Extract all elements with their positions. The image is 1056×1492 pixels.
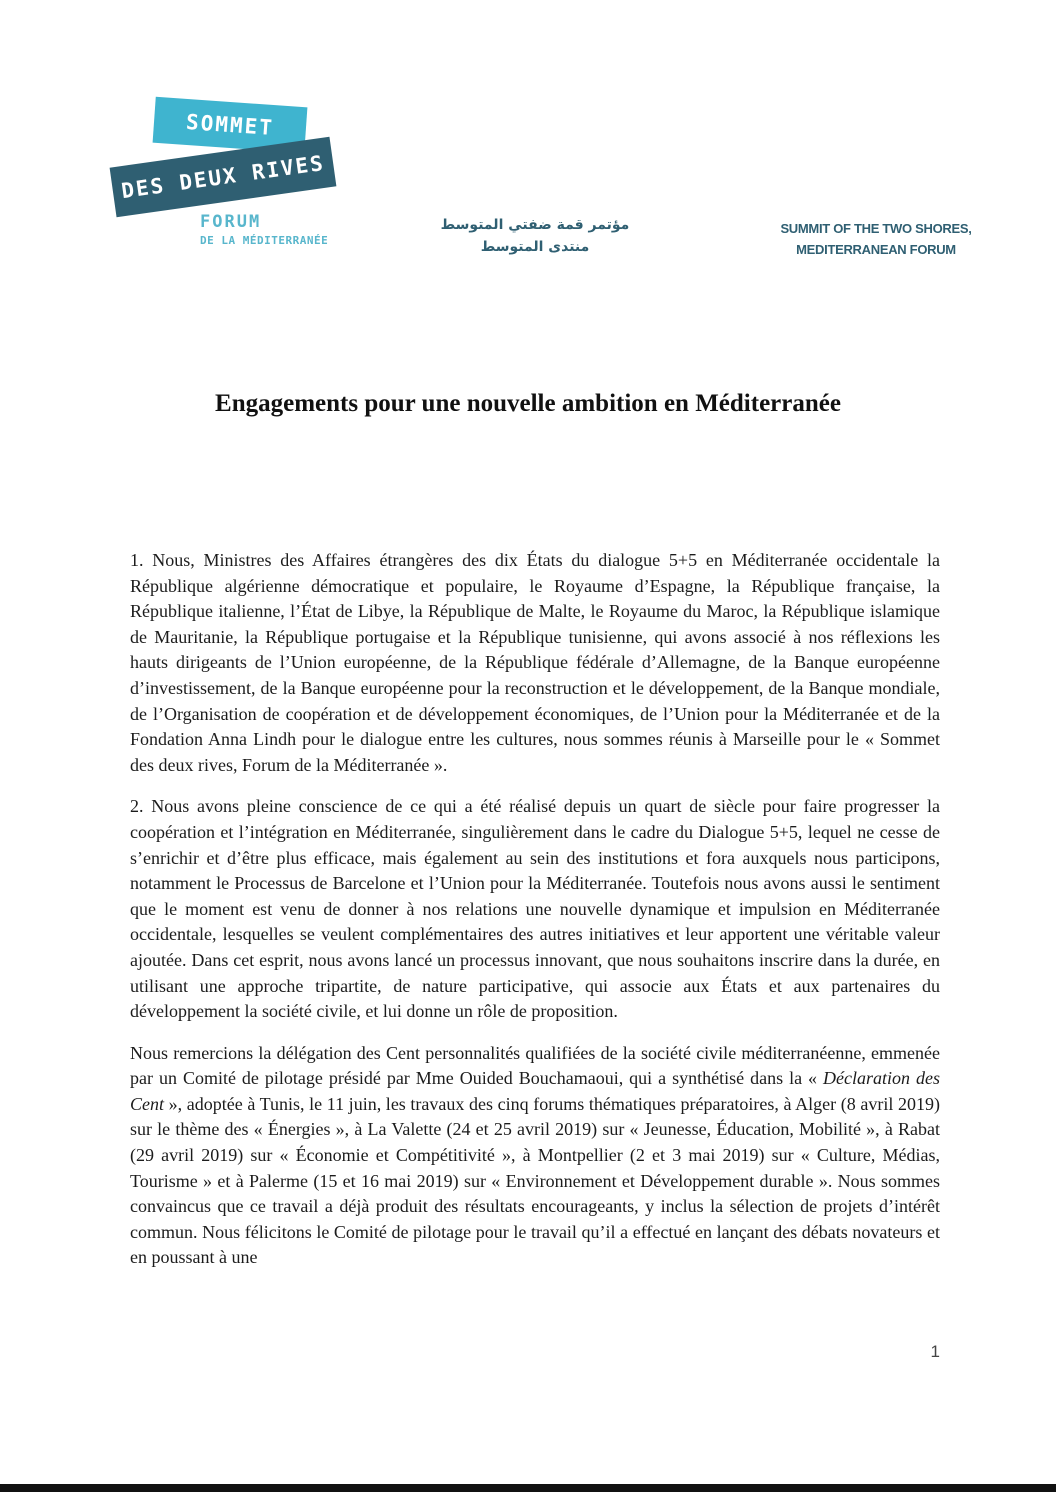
paragraph-2: 2. Nous avons pleine conscience de ce qui a été réalisé depuis un quart de siècle pour faire progresser la coopération et l’intégration en Méditerranée, singulièrement dans le cadre du Dialogue 5+5, lequel ne cesse de s’enrichir et d’être plus efficace, mais également au sein des institutions et fora auxquels nous participons, notamment le Processus de Barcelone et l’Union pour la Méditerranée. Toutefois nous avons aussi le sentiment que le moment est venu de donner à nos relations une nouvelle dynamique et impulsion en Méditerranée occidentale, lesquelles se veulent complémentaires des autres initiatives et leur apportent une véritable valeur ajoutée. Dans cet esprit, nous avons lancé un processus innovant, que nous souhaitons inscrire dans la durée, en utilisant une approche tripartite, de nature participative, qui associe aux États et aux partenaires du développement la société civile, et lui donne un rôle de proposition. xyxy=(130,796,940,1022)
document-body xyxy=(130,548,940,1271)
arabic-header xyxy=(430,214,640,258)
logo-mediterranee-text: DE LA MÉDITERRANÉE xyxy=(200,234,329,247)
logo-forum-text: FORUM xyxy=(200,212,262,232)
page-number: 1 xyxy=(930,1342,940,1361)
english-header-line2: MEDITERRANEAN FORUM xyxy=(796,242,956,257)
paragraph-1: 1. Nous, Ministres des Affaires étrangères des dix États du dialogue 5+5 en Méditerranée occidentale la République algérienne démocratique et populaire, le Royaume d’Espagne, la République française, la République italienne, l’État de Libye, la République de Malte, le Royaume du Maroc, la République islamique de Mauritanie, la République portugaise et la République tunisienne, qui avons associé à nos réflexions les hauts dirigeants de l’Union européenne, de la République fédérale d’Allemagne, de la Banque européenne d’investissement, de la Banque européenne pour la reconstruction et le développement, de la Banque mondiale, de l’Organisation de coopération et de développement économiques, de l’Union pour la Méditerranée et de la Fondation Anna Lindh pour le dialogue entre les cultures, nous sommes réunis à Marseille pour le « Sommet des deux rives, Forum de la Méditerranée ». xyxy=(130,550,940,775)
paragraph-3 xyxy=(130,1041,940,1271)
scan-bottom-edge xyxy=(0,1484,1056,1492)
paragraph-3-intro: Nous remercions la délégation des Cent personnalités qualifiées de la société civile méditerranéenne, emmenée par un Comité de pilotage présidé par Mme Ouided Bouchamaoui, qui a synthétisé dans la « xyxy=(130,1042,940,1089)
english-header xyxy=(778,218,974,260)
document-title: Engagements pour une nouvelle ambition en Méditerranée xyxy=(215,390,841,417)
logo-banner-sommet: SOMMET xyxy=(153,97,308,153)
summit-logo xyxy=(108,100,348,260)
paragraph-3-rest: », adoptée à Tunis, le 11 juin, les travaux des cinq forums thématiques préparatoires, à Alger (8 avril 2019) sur le thème des « Énergies », à La Valette (24 et 25 avril 2019) sur « Jeunesse, Éducation, Mobilité », à Rabat (29 avril 2019) sur « Économie et Compétitivité », à Montpellier (2 et 3 mai 2019) sur « Culture, Médias, Tourisme » et à Palerme (15 et 16 mai 2019) sur « Environnement et Développement durable ». Nous sommes convaincus que ce travail a déjà produit des résultats encourageants, y inclus la sélection de projets d’intérêt commun. Nous félicitons le Comité de pilotage pour le travail qu’il a effectué en lançant des débats novateurs et en poussant à une xyxy=(130,1093,940,1268)
arabic-header-line2: منتدى المتوسط xyxy=(480,239,590,255)
logo-banner-des-deux-rives: DES DEUX RIVES xyxy=(110,137,337,217)
arabic-header-line1: مؤتمر قمة ضفتي المتوسط xyxy=(440,217,630,233)
english-header-line1: SUMMIT OF THE TWO SHORES, xyxy=(780,221,972,236)
declaration-title: Déclaration des Cent xyxy=(130,1068,940,1114)
